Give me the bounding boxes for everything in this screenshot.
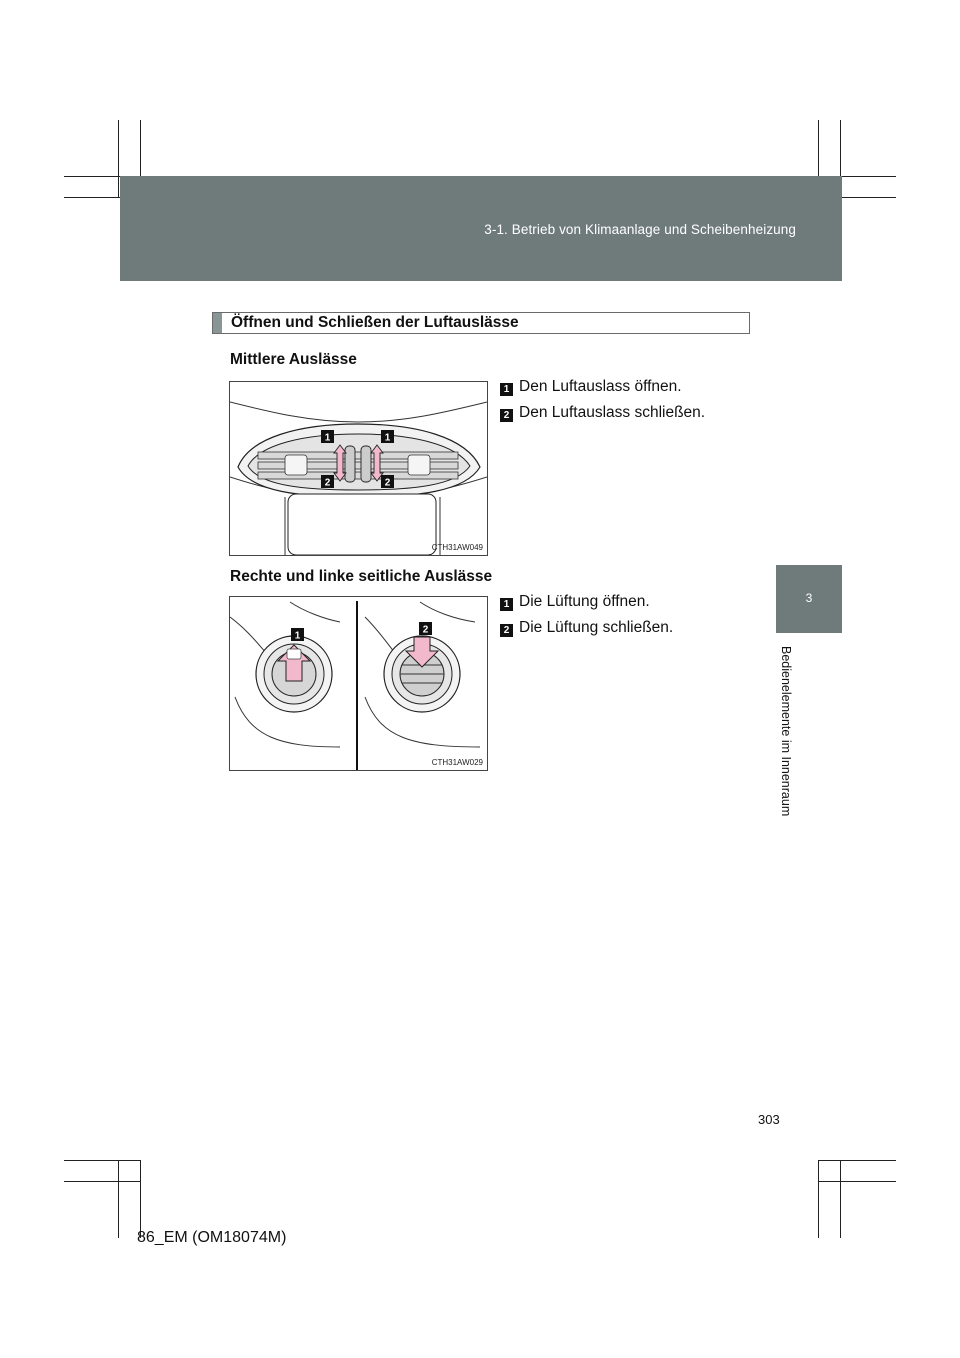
- crop-mark: [64, 1160, 140, 1161]
- document-code: 86_EM (OM18074M): [137, 1229, 287, 1246]
- item-number-badge: 1: [500, 598, 513, 611]
- center-vent-illustration: [230, 382, 487, 555]
- side-outlets-figure: [229, 596, 488, 771]
- chapter-label-text: Bedienelemente im Innenraum: [779, 646, 793, 817]
- section-heading: [212, 312, 750, 334]
- crop-mark: [840, 1160, 841, 1238]
- figure-code: CTH31AW049: [431, 543, 483, 552]
- crop-mark: [118, 1160, 119, 1238]
- chapter-side-label: [779, 646, 804, 846]
- crop-mark: [64, 1181, 140, 1182]
- crop-mark: [818, 1181, 896, 1182]
- item-text: Den Luftauslass öffnen.: [519, 378, 682, 395]
- chapter-number: 3: [805, 591, 813, 605]
- figure-code: CTH31AW029: [431, 758, 483, 767]
- chapter-title: 3-1. Betrieb von Klimaanlage und Scheibenheizung: [484, 222, 796, 237]
- center-outlets-figure: [229, 381, 488, 556]
- crop-mark: [118, 120, 119, 198]
- side-item-close: [500, 619, 673, 639]
- center-item-open: [500, 378, 682, 398]
- side-outlets-title: Rechte und linke seitliche Auslässe: [230, 568, 493, 585]
- callout-label: 2: [384, 477, 391, 489]
- item-number-badge: 2: [500, 409, 513, 422]
- callout-label: 1: [384, 432, 391, 444]
- heading-bar: [213, 313, 222, 333]
- side-item-open: [500, 593, 650, 613]
- crop-mark: [818, 1160, 896, 1161]
- callout-label: 1: [324, 432, 331, 444]
- callout-label: 2: [422, 624, 429, 636]
- chapter-header: [120, 176, 842, 281]
- crop-mark: [140, 1160, 141, 1238]
- item-number-badge: 2: [500, 624, 513, 637]
- page-number: 303: [758, 1112, 780, 1127]
- item-text: Den Luftauslass schließen.: [519, 404, 706, 421]
- item-text: Die Lüftung öffnen.: [519, 593, 650, 610]
- center-item-close: [500, 404, 705, 424]
- crop-mark: [818, 1160, 819, 1238]
- item-number-badge: 1: [500, 383, 513, 396]
- item-text: Die Lüftung schließen.: [519, 619, 674, 636]
- callout-label: 1: [294, 630, 301, 642]
- side-vent-illustration: [230, 597, 487, 770]
- callout-label: 2: [324, 477, 331, 489]
- section-heading-text: Öffnen und Schließen der Luftauslässe: [231, 314, 519, 331]
- center-outlets-title: Mittlere Auslässe: [230, 351, 357, 368]
- chapter-tab: [776, 565, 842, 633]
